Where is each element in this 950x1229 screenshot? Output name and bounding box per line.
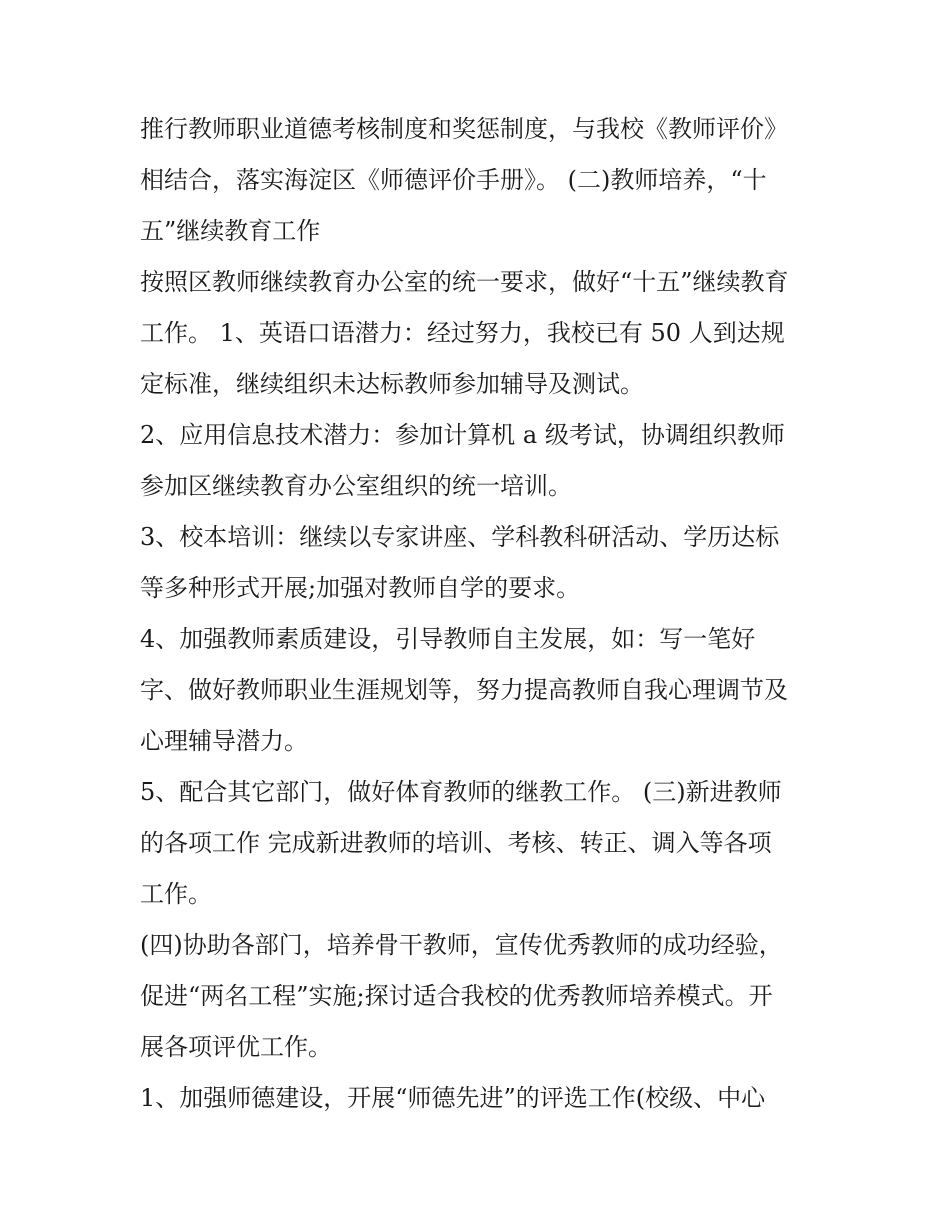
text-line: 字、做好教师职业生涯规划等，努力提高教师自我心理调节及	[140, 676, 788, 704]
text-line: 参加区继续教育办公室组织的统一培训。	[140, 472, 572, 500]
text-line: 等多种形式开展;加强对教师自学的要求。	[140, 574, 581, 602]
paragraph-it-skills	[140, 410, 820, 512]
text-line: 相结合，落实海淀区《师德评价手册》。 (二)教师培养，“十	[140, 166, 767, 194]
text-line: 工作。 1、英语口语潜力：经过努力，我校已有 50 人到达规	[140, 319, 785, 347]
text-line: 1、加强师德建设，开展“师德先进”的评选工作(校级、中心	[140, 1084, 766, 1112]
text-line: 五”继续教育工作	[140, 217, 321, 245]
document-body	[140, 104, 820, 1124]
text-line: 2、应用信息技术潜力：参加计算机 a 级考试，协调组织教师	[140, 421, 785, 449]
paragraph-key-teachers	[140, 920, 820, 1073]
paragraph-ethics-award	[140, 1073, 820, 1124]
text-line: 5、配合其它部门，做好体育教师的继教工作。 (三)新进教师	[140, 778, 782, 806]
text-line: 的各项工作 完成新进教师的培训、考核、转正、调入等各项	[140, 829, 772, 857]
text-line: 定标准，继续组织未达标教师参加辅导及测试。	[140, 370, 644, 398]
text-line: 展各项评优工作。	[140, 1033, 332, 1061]
text-line: 工作。	[140, 880, 212, 908]
paragraph-teacher-quality	[140, 614, 820, 767]
paragraph-continuing-education	[140, 257, 820, 410]
paragraph-school-training	[140, 512, 820, 614]
text-line: 3、校本培训：继续以专家讲座、学科教科研活动、学历达标	[140, 523, 780, 551]
text-line: 4、加强教师素质建设，引导教师自主发展，如：写一笔好	[140, 625, 756, 653]
text-line: 按照区教师继续教育办公室的统一要求，做好“十五”继续教育	[140, 268, 789, 296]
text-line: 促进“两名工程”实施;探讨适合我校的优秀教师培养模式。开	[140, 982, 773, 1010]
paragraph-new-teachers	[140, 767, 820, 920]
text-line: (四)协助各部门，培养骨干教师，宣传优秀教师的成功经验，	[140, 931, 783, 959]
paragraph-teacher-ethics	[140, 104, 820, 257]
text-line: 推行教师职业道德考核制度和奖惩制度，与我校《教师评价》	[140, 115, 788, 143]
text-line: 心理辅导潜力。	[140, 727, 308, 755]
